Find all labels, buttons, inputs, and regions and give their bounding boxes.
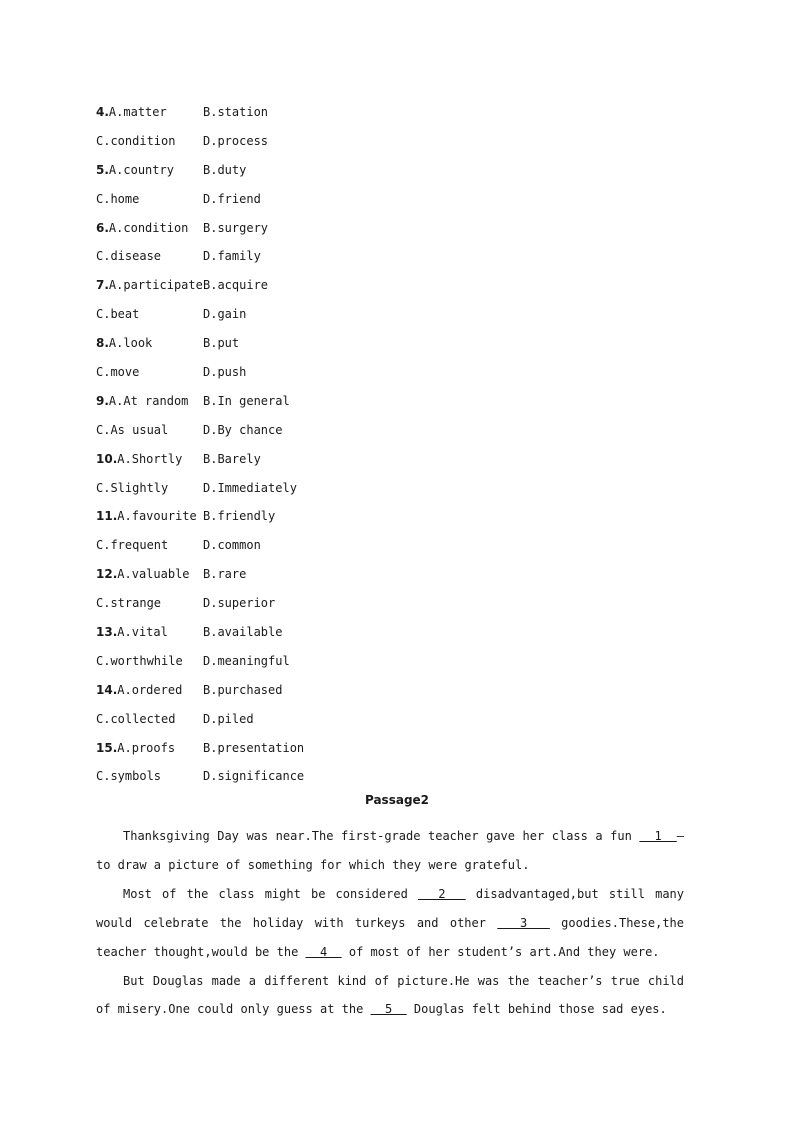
- option-c: C.condition: [96, 133, 176, 148]
- option-d: D.common: [203, 538, 261, 553]
- option-c: C.worthwhile: [96, 653, 183, 668]
- option-a: 12.A.valuable: [96, 567, 190, 582]
- option-b: B.station: [203, 105, 269, 119]
- option-c: C.frequent: [96, 538, 169, 553]
- option-d: D.piled: [203, 711, 254, 726]
- question-number: 15.: [96, 740, 118, 755]
- option-c: C.symbols: [96, 769, 162, 784]
- question-row: [96, 622, 304, 651]
- option-a: 4.A.matter: [96, 105, 167, 119]
- question-row: [96, 738, 304, 767]
- question-number: 6.: [96, 220, 109, 235]
- passage-paragraph: [96, 880, 684, 967]
- answer-blank: 5: [370, 1002, 407, 1017]
- option-c: C.home: [96, 191, 140, 206]
- question-row: [96, 449, 304, 478]
- passage-paragraph: [96, 967, 684, 1025]
- option-b: B.purchased: [203, 682, 283, 697]
- question-row-cd: [96, 535, 304, 564]
- option-b: B.In general: [203, 393, 290, 408]
- passage-text: —to draw a picture of something for which they were grateful.: [96, 829, 684, 872]
- question-number: 5.: [96, 162, 109, 177]
- passage-text: Thanksgiving Day was near.The first-grade teacher gave her class a fun: [123, 829, 640, 843]
- question-number: 10.: [96, 451, 118, 466]
- answer-blank: 4: [305, 944, 342, 959]
- option-c: C.disease: [96, 249, 162, 264]
- question-row: [96, 333, 304, 362]
- option-b: B.rare: [203, 567, 247, 582]
- option-d: D.significance: [203, 769, 305, 784]
- question-row: [96, 275, 304, 304]
- option-a: 10.A.Shortly: [96, 451, 183, 466]
- answer-blank: 3: [497, 915, 550, 930]
- question-row-cd: [96, 593, 304, 622]
- option-a: 15.A.proofs: [96, 740, 176, 755]
- question-row-cd: [96, 478, 304, 507]
- question-row: [96, 102, 304, 131]
- option-d: D.meaningful: [203, 653, 290, 668]
- option-d: D.By chance: [203, 422, 283, 437]
- option-a: 9.A.At random: [96, 393, 189, 408]
- question-row: [96, 160, 304, 189]
- option-b: B.Barely: [203, 451, 261, 466]
- option-a: 13.A.vital: [96, 625, 168, 640]
- option-b: B.presentation: [203, 740, 305, 755]
- question-row-cd: [96, 651, 304, 680]
- option-d: D.process: [203, 133, 269, 148]
- question-row: [96, 680, 304, 709]
- option-a: 7.A.participate: [96, 278, 203, 293]
- question-row-cd: [96, 766, 304, 795]
- option-d: D.superior: [203, 596, 276, 611]
- option-d: D.family: [203, 249, 261, 264]
- option-b: B.available: [203, 625, 283, 640]
- option-d: D.Immediately: [203, 480, 297, 495]
- option-d: D.gain: [203, 307, 247, 322]
- passage-text: Most of the class might be considered: [123, 886, 418, 901]
- option-b: B.duty: [203, 162, 247, 177]
- question-number: 14.: [96, 682, 118, 697]
- option-c: C.Slightly: [96, 480, 169, 495]
- option-c: C.beat: [96, 307, 140, 322]
- question-row: [96, 506, 304, 535]
- question-row: [96, 391, 304, 420]
- question-row-cd: [96, 362, 304, 391]
- answer-blank: 1: [639, 829, 677, 843]
- question-row-cd: [96, 709, 304, 738]
- question-row-cd: [96, 131, 304, 160]
- question-number: 12.: [96, 567, 118, 582]
- question-row: [96, 218, 304, 247]
- question-number: 7.: [96, 278, 109, 293]
- option-c: C.move: [96, 365, 140, 380]
- passage-text: disadvantaged,but still many would celebrate the holiday with turkeys and other: [96, 886, 685, 930]
- option-b: B.friendly: [203, 509, 276, 524]
- option-a: 11.A.favourite: [96, 509, 197, 524]
- passage-paragraph: [96, 822, 684, 880]
- question-row: [96, 564, 304, 593]
- question-number: 8.: [96, 336, 109, 351]
- option-d: D.push: [203, 365, 247, 380]
- passage-title: Passage2: [364, 793, 430, 807]
- option-a: 5.A.country: [96, 162, 174, 177]
- option-b: B.acquire: [203, 278, 269, 293]
- option-c: C.strange: [96, 596, 162, 611]
- question-row-cd: [96, 420, 304, 449]
- answer-blank: 2: [417, 886, 466, 901]
- question-number: 13.: [96, 625, 118, 640]
- passage-text: of most of her student’s art.And they were.: [341, 944, 660, 959]
- passage-text: But Douglas made a different kind of picture.He was the teacher’s true child of misery.One could only guess at the: [96, 973, 684, 1017]
- option-a: 14.A.ordered: [96, 682, 183, 697]
- option-a: 6.A.condition: [96, 220, 189, 235]
- option-b: B.put: [203, 336, 240, 351]
- option-b: B.surgery: [203, 220, 269, 235]
- question-row-cd: [96, 189, 304, 218]
- passage-text: Douglas felt behind those sad eyes.: [406, 1002, 667, 1017]
- option-c: C.collected: [96, 711, 176, 726]
- option-d: D.friend: [203, 191, 261, 206]
- question-row-cd: [96, 246, 304, 275]
- question-number: 4.: [96, 105, 109, 119]
- option-c: C.As usual: [96, 422, 169, 437]
- question-number: 11.: [96, 509, 118, 524]
- question-row-cd: [96, 304, 304, 333]
- passage-text: goodies.These,the teacher thought,would be the: [96, 915, 684, 959]
- passage-body: [96, 822, 684, 1024]
- question-number: 9.: [96, 393, 109, 408]
- option-a: 8.A.look: [96, 336, 153, 351]
- options-list: [96, 102, 304, 795]
